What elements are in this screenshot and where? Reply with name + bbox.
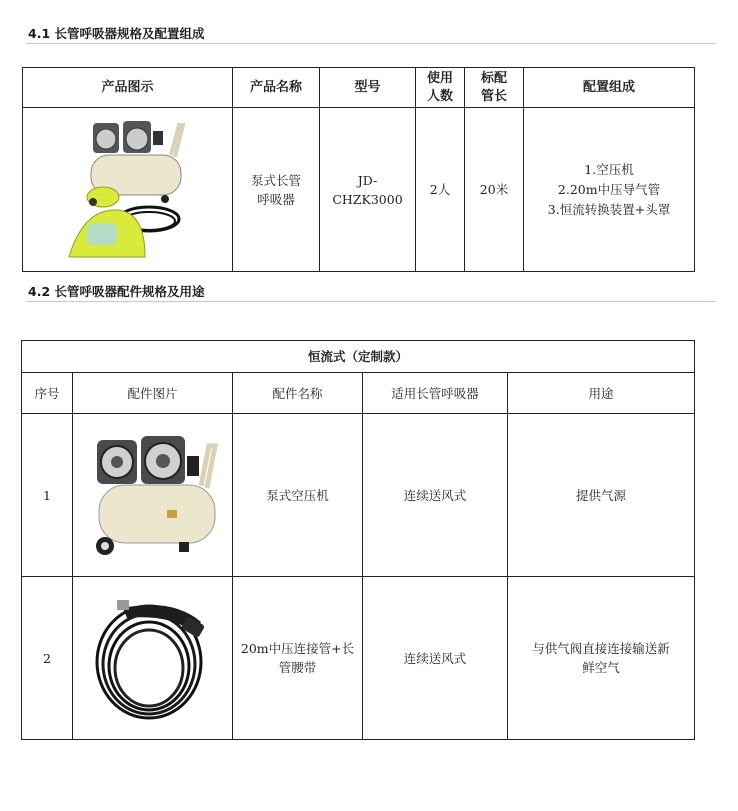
table-row <box>22 577 695 740</box>
header-applicable: 适用长管呼吸器 <box>363 373 508 414</box>
header-hose-length: 标配 管长 <box>465 68 524 108</box>
section-title-4-1: 4.1 长管呼吸器规格及配置组成 <box>28 26 205 41</box>
applicable-type: 连续送风式 <box>363 577 508 740</box>
accessory-name: 20m中压连接管+长 管腰带 <box>233 577 363 740</box>
header-product-name: 产品名称 <box>233 68 320 108</box>
table-row <box>22 414 695 577</box>
row-number: 2 <box>22 577 73 740</box>
header-users: 使用 人数 <box>416 68 465 108</box>
accessory-name: 泵式空压机 <box>233 414 363 577</box>
header-model: 型号 <box>320 68 416 108</box>
spec-table <box>22 67 695 272</box>
hose-coil-image <box>83 588 223 728</box>
header-product-image: 产品图示 <box>23 68 233 108</box>
configuration-list: 1.空压机 2.20m中压导气管 3.恒流转换装置+头罩 <box>524 108 695 272</box>
header-accessory-name: 配件名称 <box>233 373 363 414</box>
spec-table-header <box>23 68 695 108</box>
accessory-image-cell <box>73 577 233 740</box>
header-configuration: 配置组成 <box>524 68 695 108</box>
section-divider <box>26 43 716 44</box>
section-title-4-2: 4.2 长管呼吸器配件规格及用途 <box>28 284 205 299</box>
header-accessory-image: 配件图片 <box>73 373 233 414</box>
accessory-table-header <box>22 373 695 414</box>
user-count: 2人 <box>416 108 465 272</box>
product-name: 泵式长管 呼吸器 <box>233 108 320 272</box>
air-compressor-image <box>83 430 223 560</box>
breathing-apparatus-image <box>53 115 203 265</box>
applicable-type: 连续送风式 <box>363 414 508 577</box>
table-caption: 恒流式（定制款） <box>22 341 695 373</box>
hose-length: 20米 <box>465 108 524 272</box>
section-divider <box>26 301 716 302</box>
header-number: 序号 <box>22 373 73 414</box>
model-number: JD- CHZK3000 <box>320 108 416 272</box>
product-image-cell <box>23 108 233 272</box>
accessory-table <box>21 340 695 740</box>
header-usage: 用途 <box>508 373 695 414</box>
usage: 与供气阀直接连接输送新 鲜空气 <box>508 577 695 740</box>
row-number: 1 <box>22 414 73 577</box>
accessory-image-cell <box>73 414 233 577</box>
usage: 提供气源 <box>508 414 695 577</box>
accessory-table-caption <box>22 341 695 373</box>
spec-table-row <box>23 108 695 272</box>
